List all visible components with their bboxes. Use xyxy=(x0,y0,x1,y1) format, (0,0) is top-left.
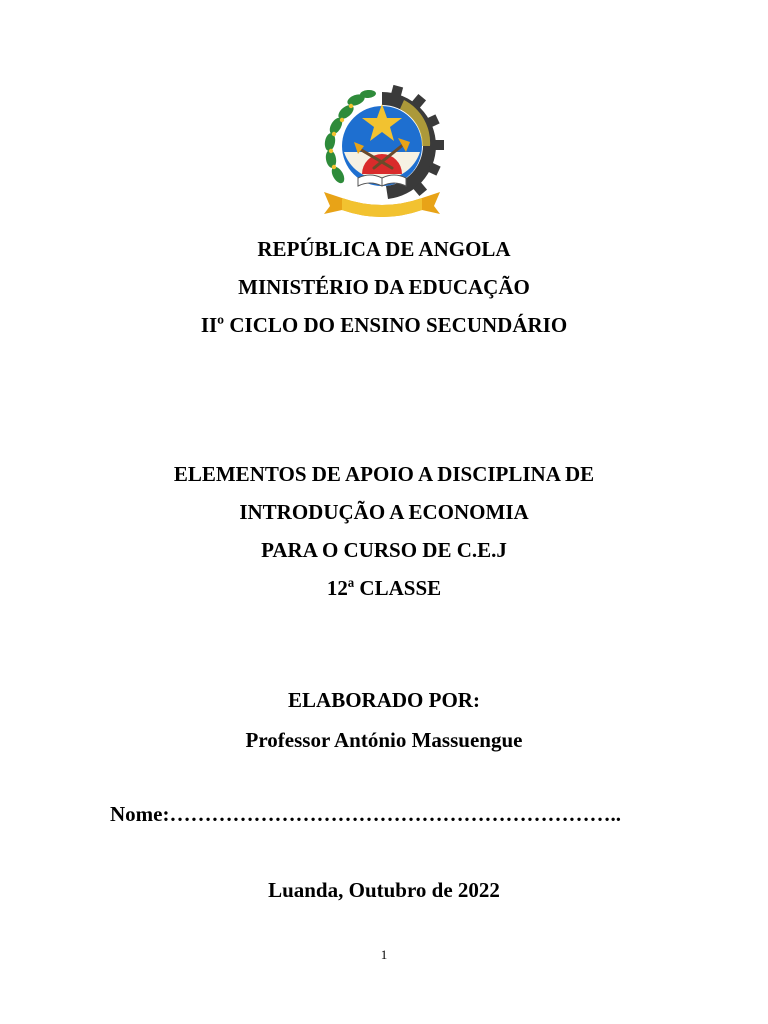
name-field: Nome:……………………………………………………….. xyxy=(110,802,621,826)
ministry-heading: MINISTÉRIO DA EDUCAÇÃO xyxy=(238,275,530,299)
class-level: 12ª CLASSE xyxy=(326,576,442,600)
title-line-3: PARA O CURSO DE C.E.J xyxy=(261,538,507,562)
title-line-1: ELEMENTOS DE APOIO A DISCIPLINA DE xyxy=(173,462,595,486)
author-label: ELABORADO POR: xyxy=(288,688,480,712)
cycle-heading: IIº CICLO DO ENSINO SECUNDÁRIO xyxy=(200,313,568,337)
angola-coat-of-arms-icon xyxy=(318,82,446,224)
place-date: Luanda, Outubro de 2022 xyxy=(268,878,500,902)
page-number: 1 xyxy=(380,947,388,962)
author-name: Professor António Massuengue xyxy=(245,728,523,752)
country-heading: REPÚBLICA DE ANGOLA xyxy=(257,237,511,261)
title-line-2: INTRODUÇÃO A ECONOMIA xyxy=(239,500,529,524)
